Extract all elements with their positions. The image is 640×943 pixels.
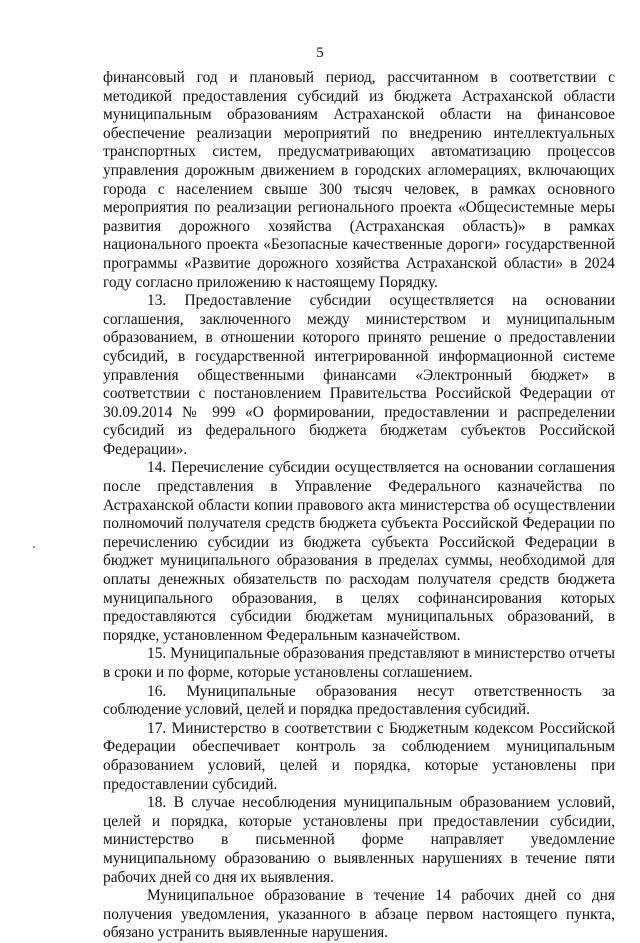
paragraph-18: 18. В случае несоблюдения муниципальным образованием условий, целей и порядка, которые установлены при предоставлении субсидии, министерство в письменной форме направляет уведомление муниципальному образованию о выявленных нарушениях в течение пяти рабочих дней со дня их выявления. xyxy=(103,794,615,886)
paragraph-17: 17. Министерство в соответствии с Бюджетным кодексом Российской Федерации обеспечивает контроль за соблюдением муниципальным образованием условий, целей и порядка, которые установлены при предоставлении субсидий. xyxy=(103,719,615,793)
paragraph-16: 16. Муниципальные образования несут ответственность за соблюдение условий, целей и порядка предоставления субсидий. xyxy=(103,682,615,719)
paragraph-15: 15. Муниципальные образования представляют в министерство отчеты в сроки и по форме, которые установлены соглашением. xyxy=(103,645,615,681)
paragraph-14: 14. Перечисление субсидии осуществляется на основании соглашения после представления в Управление Федерального казначейства по Астраханской области копии правового акта министерства об осуществлении полномочий получателя средств бюджета субъекта Российской Федерации по перечислению субсидии из бюджета субъекта Российской Федерации в бюджет муниципального образования в пределах суммы, необходимой для оплаты денежных обязательств по расходам получателя средств бюджета муниципального образования, в целях софинансирования которых предоставляются субсидии бюджетам муниципальных образований, в порядке, установленном Федеральным казначейством. xyxy=(103,459,615,644)
page-number: 5 xyxy=(316,45,324,61)
scan-speck xyxy=(33,546,35,548)
paragraph-continuation: финансовый год и плановый период, рассчитанном в соответствии с методикой предоставления субсидий из бюджета Астраханской области муниципальным образованиям Астраханской области на финансовое обеспечение реализации мероприятий по внедрению интеллектуальных транспортных систем, предусматривающих автоматизацию процессов управления дорожным движением в городских агломерациях, включающих города с населением свыше 300 тысяч человек, в рамках основного мероприятия по реализации регионального проекта «Общесистемные меры развития дорожного хозяйства (Астраханская область)» в рамках национального проекта «Безопасные качественные дороги» государственной программы «Развитие дорожного хозяйства Астраханской области» в 2024 году согласно приложению к настоящему Порядку. xyxy=(103,69,615,291)
paragraph-18-second: Муниципальное образование в течение 14 рабочих дней со дня получения уведомления, указанного в абзаце первом настоящего пункта, обязано устранить выявленные нарушения. xyxy=(103,887,615,942)
paragraph-13: 13. Предоставление субсидии осуществляется на основании соглашения, заключенного между министерством и муниципальным образованием, в отношении которого принято решение о предоставлении субсидий, в государственной интегрированной информационной системе управления общественными финансами «Электронный бюджет» в соответствии с постановлением Правительства Российской Федерации от 30.09.2014 № 999 «О формировании, предоставлении и распределении субсидий из федерального бюджета бюджетам субъектов Российской Федерации». xyxy=(103,292,615,458)
document-body xyxy=(103,69,615,943)
